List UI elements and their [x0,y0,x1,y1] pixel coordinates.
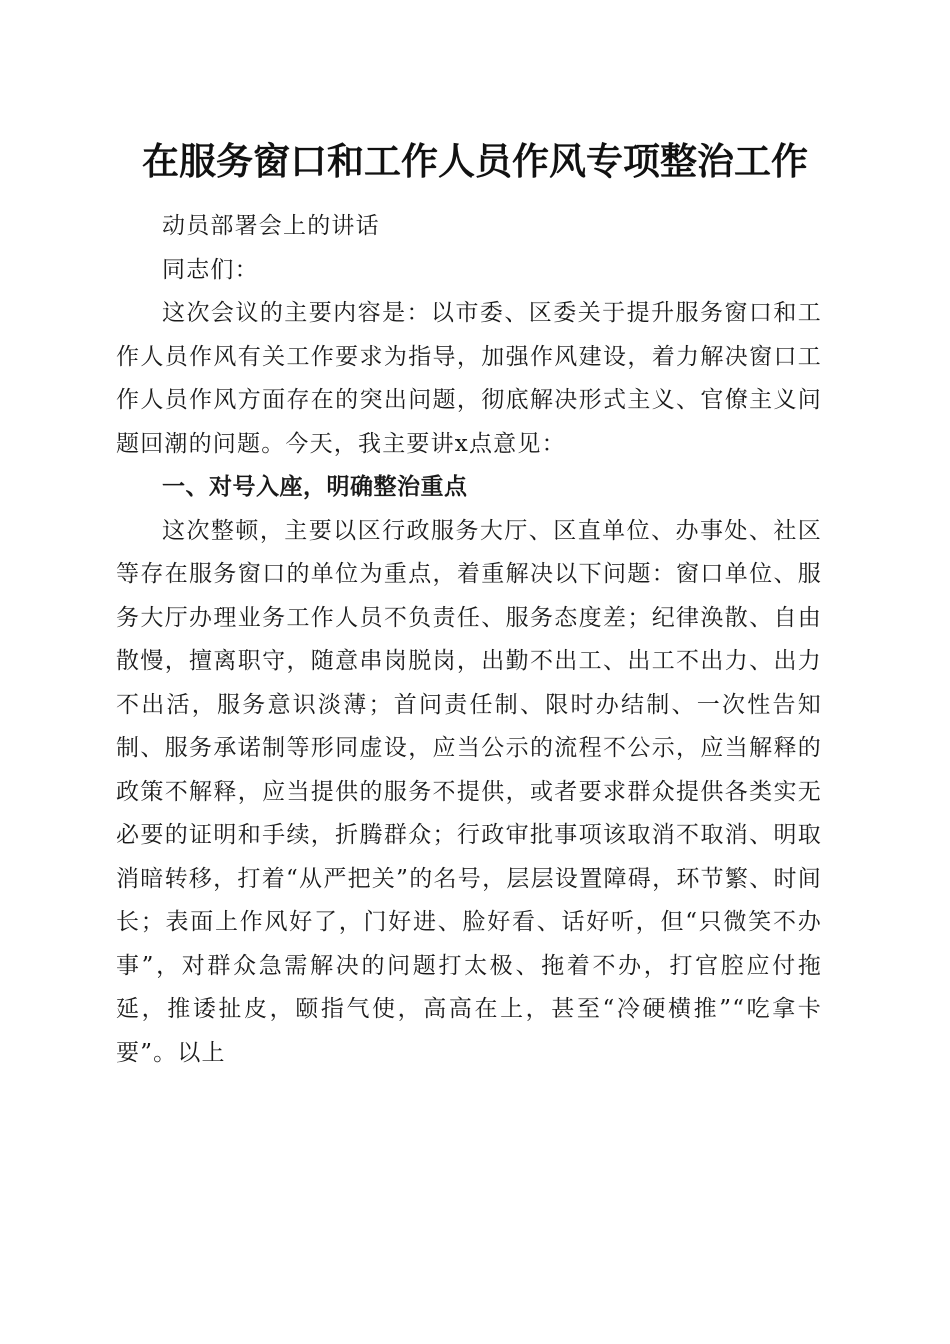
section-heading: 一、对号入座，明确整治重点 [162,474,468,500]
subtitle-paragraph: 动员部署会上的讲话 [162,213,380,239]
intro-paragraph: 这次会议的主要内容是：以市委、区委关于提升服务窗口和工作人员作风有关工作要求为指导，加强作风建设，着力解决窗口工作人员作风方面存在的突出问题，彻底解决形式主义、官僚主义问题回潮的问题。今天，我主要讲x点意见： [116,300,822,457]
salutation-paragraph: 同志们： [162,256,259,283]
document-title: 在服务窗口和工作人员作风专项整治工作 [142,139,808,183]
body-paragraph: 这次整顿，主要以区行政服务大厅、区直单位、办事处、社区等存在服务窗口的单位为重点，着重解决以下问题：窗口单位、服务大厅办理业务工作人员不负责任、服务态度差；纪律涣散、自由散慢，擅离职守，随意串岗脱岗，出勤不出工、出工不出力、出力不出活，服务意识淡薄；首问责任制、限时办结制、一次性告知制、服务承诺制等形同虚设，应当公示的流程不公示，应当解释的政策不解释，应当提供的服务不提供，或者要求群众提供各类实无必要的证明和手续，折腾群众；行政审批事项该取消不取消、明取消暗转移，打着“从严把关”的名号，层层设置障碍，环节繁、时间长；表面上作风好了，门好进、脸好看、话好听，但“只微笑不办事”，对群众急需解决的问题打太极、拖着不办，打官腔应付拖延，推诿扯皮，颐指气使，高高在上，甚至“冷硬横推”“吃拿卡要”。以上 [116,517,822,1066]
document-body [116,205,822,1075]
